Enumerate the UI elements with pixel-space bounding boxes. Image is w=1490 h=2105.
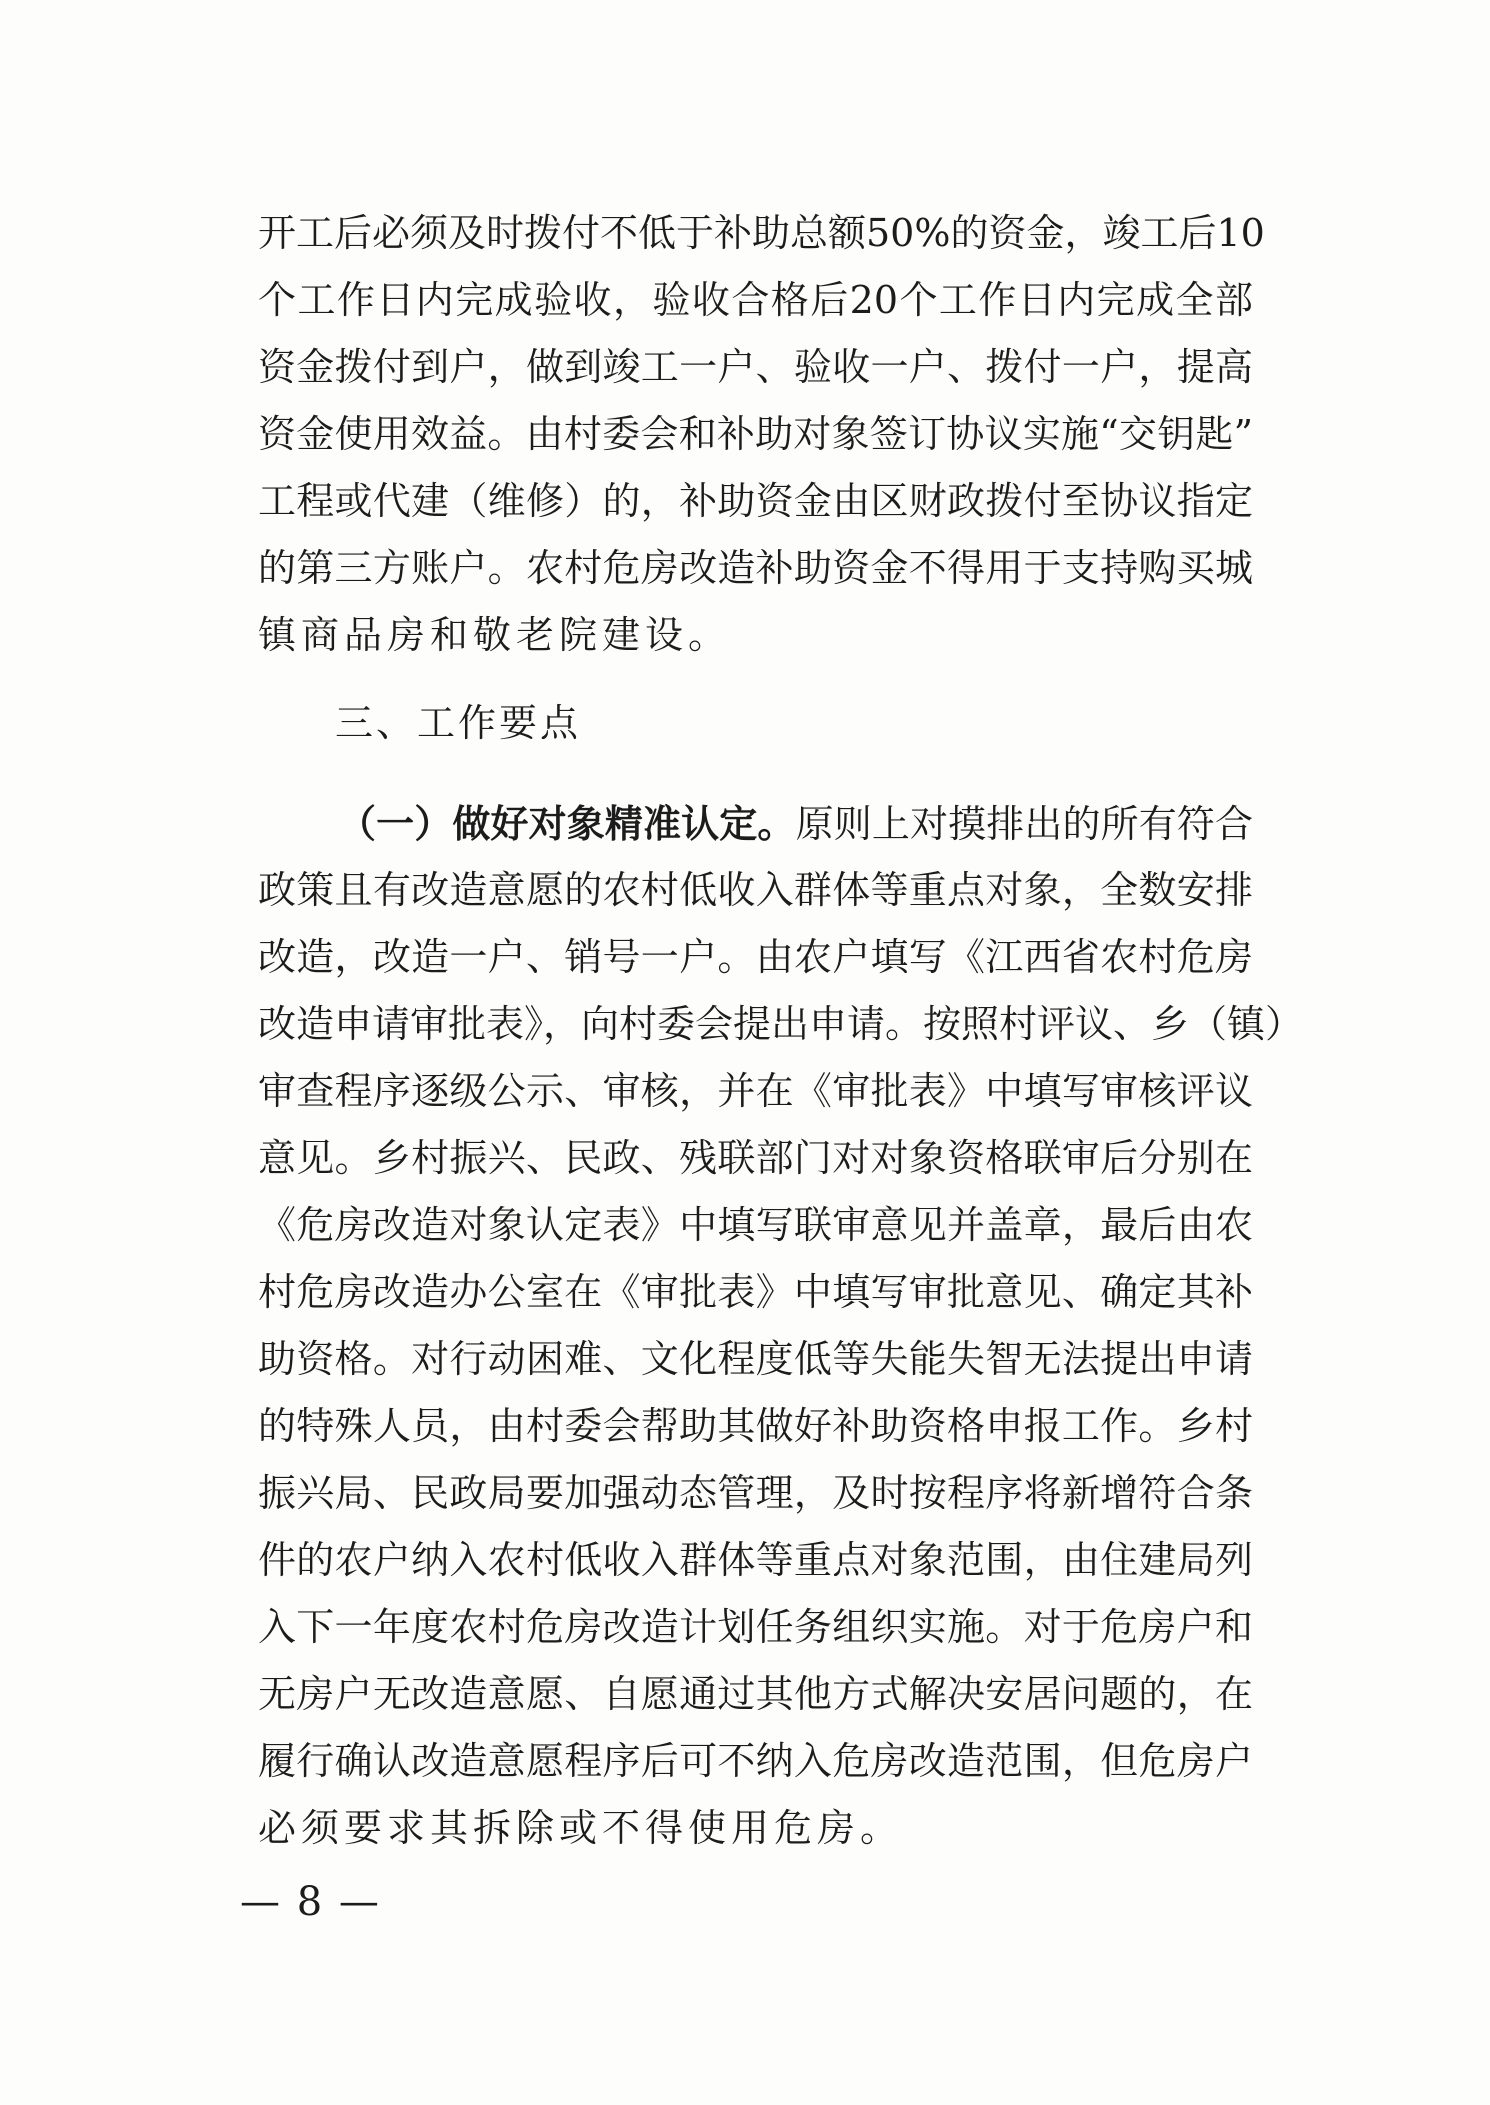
paragraph-line: 入下一年度农村危房改造计划任务组织实施。对于危房户和	[258, 1605, 1253, 1649]
paragraph-first-line	[258, 790, 1253, 857]
paragraph-line: 个工作日内完成验收，验收合格后20个工作日内完成全部	[258, 278, 1253, 322]
paragraph-line: 改造申请审批表》，向村委会提出申请。按照村评议、乡（镇）	[258, 1002, 1304, 1046]
paragraph-line: 振兴局、民政局要加强动态管理，及时按程序将新增符合条	[258, 1471, 1253, 1515]
paragraph-line: 资金使用效益。由村委会和补助对象签订协议实施“交钥匙”	[258, 412, 1253, 456]
paragraph-line: 的第三方账户。农村危房改造补助资金不得用于支持购买城	[258, 546, 1253, 590]
paragraph-line: 无房户无改造意愿、自愿通过其他方式解决安居问题的，在	[258, 1672, 1253, 1716]
continued-paragraph	[258, 200, 1265, 669]
paragraph-line: 镇商品房和敬老院建设。	[258, 613, 732, 657]
paragraph-line: 的特殊人员，由村委会帮助其做好补助资格申报工作。乡村	[258, 1404, 1253, 1448]
paragraph-line: 资金拨付到户，做到竣工一户、验收一户、拨付一户，提高	[258, 345, 1253, 389]
paragraph-line: 改造，改造一户、销号一户。由农户填写《江西省农村危房	[258, 935, 1253, 979]
paragraph-first-line-text: 原则上对摸排出的所有符合	[795, 802, 1253, 846]
page-number: — 8 —	[240, 1879, 381, 1925]
paragraph-line: 工程或代建（维修）的，补助资金由区财政拨付至协议指定	[258, 479, 1253, 523]
paragraph-line: 村危房改造办公室在《审批表》中填写审批意见、确定其补	[258, 1270, 1253, 1314]
paragraph-line: 意见。乡村振兴、民政、残联部门对对象资格联审后分别在	[258, 1136, 1253, 1180]
section-heading: 三、工作要点	[335, 701, 582, 745]
paragraph-line: 审查程序逐级公示、审核，并在《审批表》中填写审核评议	[258, 1069, 1253, 1113]
paragraph-object-identification	[258, 790, 1304, 1862]
paragraph-title: （一）做好对象精准认定。	[338, 801, 796, 846]
paragraph-line: 开工后必须及时拨付不低于补助总额50%的资金，竣工后10	[258, 211, 1265, 255]
paragraph-line: 必须要求其拆除或不得使用危房。	[258, 1806, 904, 1850]
paragraph-line: 履行确认改造意愿程序后可不纳入危房改造范围，但危房户	[258, 1739, 1253, 1783]
paragraph-line: 助资格。对行动困难、文化程度低等失能失智无法提出申请	[258, 1337, 1253, 1381]
paragraph-line: 件的农户纳入农村低收入群体等重点对象范围，由住建局列	[258, 1538, 1253, 1582]
paragraph-line: 政策且有改造意愿的农村低收入群体等重点对象，全数安排	[258, 868, 1253, 912]
paragraph-line: 《危房改造对象认定表》中填写联审意见并盖章，最后由农	[258, 1203, 1253, 1247]
